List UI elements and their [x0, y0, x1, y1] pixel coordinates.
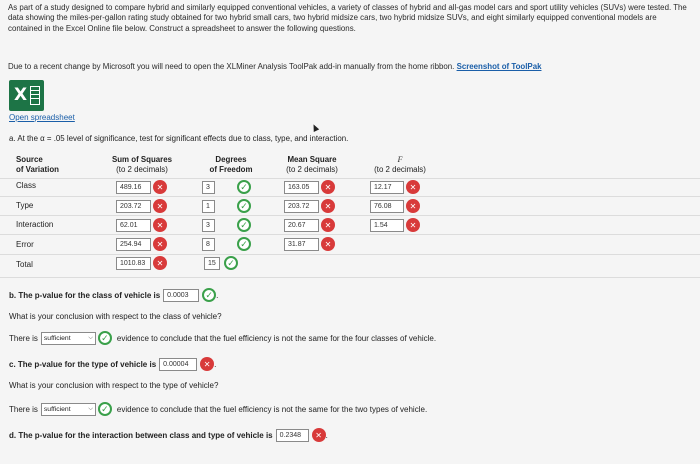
- question-b-answer: There is sufficient ⌵ ✓ evidence to conclude that the fuel efficiency is not the same for the four classes of vehicle.: [9, 331, 436, 345]
- f-class-input[interactable]: 12.17: [370, 181, 404, 194]
- f-interaction-cell: [370, 218, 420, 232]
- df-interaction-input[interactable]: 3: [202, 219, 215, 232]
- incorrect-icon: [153, 218, 167, 232]
- evidence-select-class[interactable]: sufficient ⌵: [41, 332, 96, 345]
- f-type-cell: [370, 199, 420, 213]
- header-f: F (to 2 decimals): [374, 155, 426, 174]
- incorrect-icon: [153, 237, 167, 251]
- row-label-error: Error: [16, 240, 34, 249]
- incorrect-icon: [312, 428, 326, 442]
- problem-intro: As part of a study designed to compare hybrid and similarly equipped conventional vehicles, a variety of classes of hybrid and all-gas model cars and sport utility vehicles (SUVs) were tested. The data showing the miles-per-gallon rating study obtained for two hybrid small cars, two hybrid midsize cars, two hybrid midsize SUVs, and eight similarly equipped conventional models are contained in the Excel Online file below. Construct a spreadsheet to answer the following questions.: [8, 3, 687, 33]
- incorrect-icon: [321, 218, 335, 232]
- correct-icon: [237, 218, 251, 232]
- question-c-conclusion: What is your conclusion with respect to the type of vehicle?: [9, 381, 219, 390]
- row-label-type: Type: [16, 201, 34, 210]
- question-b-conclusion: What is your conclusion with respect to the class of vehicle?: [9, 312, 222, 321]
- incorrect-icon: [406, 199, 420, 213]
- header-source: Source of Variation: [16, 155, 59, 174]
- ms-error-cell: [284, 237, 335, 251]
- df-class-cell: [202, 180, 251, 194]
- question-b: b. The p-value for the class of vehicle is 0.0003 ✓ .: [9, 288, 218, 302]
- header-mean-square: Mean Square (to 2 decimals): [286, 155, 338, 174]
- df-error-cell: [202, 237, 251, 251]
- question-d: d. The p-value for the interaction between class and type of vehicle is 0.2348 ✕ .: [9, 428, 328, 442]
- f-class-cell: [370, 180, 420, 194]
- incorrect-icon: [153, 256, 167, 270]
- ms-class-cell: [284, 180, 335, 194]
- ss-error-input[interactable]: 254.94: [116, 238, 151, 251]
- incorrect-icon: [406, 180, 420, 194]
- df-type-input[interactable]: 1: [202, 200, 215, 213]
- row-label-total: Total: [16, 260, 33, 269]
- df-class-input[interactable]: 3: [202, 181, 215, 194]
- df-error-input[interactable]: 8: [202, 238, 215, 251]
- evidence-select-type[interactable]: sufficient ⌵: [41, 403, 96, 416]
- correct-icon: [98, 402, 112, 416]
- ss-total-input[interactable]: 1010.83: [116, 257, 151, 270]
- ss-error-cell: [116, 237, 167, 251]
- ms-class-input[interactable]: 163.05: [284, 181, 319, 194]
- df-total-cell: [204, 256, 238, 270]
- ss-total-cell: [116, 256, 167, 270]
- df-type-cell: [202, 199, 251, 213]
- ss-class-cell: [116, 180, 167, 194]
- header-sum-of-squares: Sum of Squares (to 2 decimals): [111, 155, 173, 174]
- incorrect-icon: [153, 180, 167, 194]
- p-value-type-input[interactable]: 0.00004: [159, 358, 197, 371]
- row-label-interaction: Interaction: [16, 220, 54, 229]
- df-total-input[interactable]: 15: [204, 257, 220, 270]
- toolpak-note: [8, 62, 541, 71]
- question-c: c. The p-value for the type of vehicle is 0.00004 ✕ .: [9, 357, 216, 371]
- ms-interaction-input[interactable]: 20.67: [284, 219, 319, 232]
- incorrect-icon: [153, 199, 167, 213]
- ss-class-input[interactable]: 489.16: [116, 181, 151, 194]
- ms-type-input[interactable]: 203.72: [284, 200, 319, 213]
- f-type-input[interactable]: 76.08: [370, 200, 404, 213]
- p-value-class-input[interactable]: 0.0003: [163, 289, 199, 302]
- correct-icon: [202, 288, 216, 302]
- ss-interaction-cell: [116, 218, 167, 232]
- incorrect-icon: [321, 180, 335, 194]
- correct-icon: [237, 237, 251, 251]
- f-interaction-input[interactable]: 1.54: [370, 219, 404, 232]
- ss-type-input[interactable]: 203.72: [116, 200, 151, 213]
- correct-icon: [237, 199, 251, 213]
- question-c-text: c. The p-value for the type of vehicle is: [9, 359, 157, 369]
- ms-interaction-cell: [284, 218, 335, 232]
- ms-error-input[interactable]: 31.87: [284, 238, 319, 251]
- question-c-answer: There is sufficient ⌵ ✓ evidence to conclude that the fuel efficiency is not the same for the two types of vehicle.: [9, 402, 427, 416]
- excel-icon[interactable]: X: [9, 80, 44, 111]
- ss-interaction-input[interactable]: 62.01: [116, 219, 151, 232]
- incorrect-icon: [321, 237, 335, 251]
- open-spreadsheet-link[interactable]: Open spreadsheet: [9, 113, 75, 122]
- correct-icon: [224, 256, 238, 270]
- p-value-interaction-input[interactable]: 0.2348: [276, 429, 309, 442]
- mouse-cursor-icon: [311, 123, 319, 132]
- chevron-down-icon: ⌵: [88, 334, 93, 341]
- question-a: a. At the α = .05 level of significance, test for significant effects due to class, type, and interaction.: [9, 134, 349, 143]
- df-interaction-cell: [202, 218, 251, 232]
- ss-type-cell: [116, 199, 167, 213]
- question-d-text: d. The p-value for the interaction between class and type of vehicle is: [9, 430, 273, 440]
- ms-type-cell: [284, 199, 335, 213]
- correct-icon: [237, 180, 251, 194]
- toolpak-screenshot-link[interactable]: Screenshot of ToolPak: [456, 62, 542, 71]
- incorrect-icon: [200, 357, 214, 371]
- header-degrees-of-freedom: Degrees of Freedom: [209, 155, 253, 174]
- row-label-class: Class: [16, 181, 37, 190]
- question-b-text: b. The p-value for the class of vehicle is: [9, 290, 161, 300]
- toolpak-note-text: Due to a recent change by Microsoft you will need to open the XLMiner Analysis ToolPak add-in manually from the home ribbon.: [8, 62, 455, 71]
- correct-icon: [98, 331, 112, 345]
- incorrect-icon: [321, 199, 335, 213]
- incorrect-icon: [406, 218, 420, 232]
- chevron-down-icon: ⌵: [88, 405, 93, 412]
